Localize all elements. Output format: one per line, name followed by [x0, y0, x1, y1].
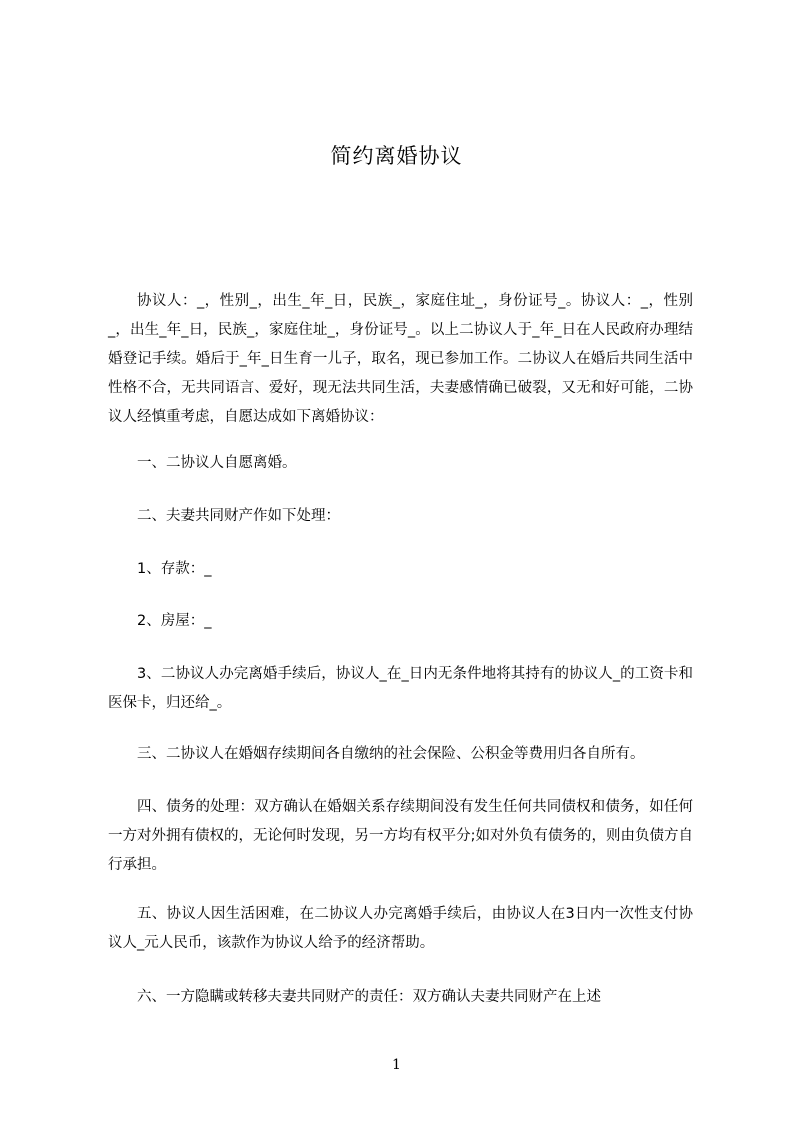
document-title: 简约离婚协议 [330, 144, 463, 168]
page-number: 1 [392, 1057, 401, 1073]
clause-3-paragraph: 三、二协议人在婚姻存续期间各自缴纳的社会保险、公积金等费用归各自所有。 [137, 746, 645, 762]
clause-2-paragraph: 二、夫妻共同财产作如下处理： [137, 508, 340, 524]
clause-5-paragraph: 五、协议人因生活困难，在二协议人办完离婚手续后，由协议人在3日内一次性支付协议人_元人民币，该款作为协议人给予的经济帮助。 [108, 906, 693, 951]
clause-2-item-1-paragraph: 1、存款：_ [137, 561, 212, 577]
clause-1-paragraph: 一、二协议人自愿离婚。 [137, 455, 297, 471]
clause-4-paragraph: 四、债务的处理：双方确认在婚姻关系存续期间没有发生任何共同债权和债务，如任何一方对外拥有债权的，无论何时发现，另一方均有权平分;如对外负有债务的，则由负债方自行承担。 [108, 799, 693, 873]
clause-2-item-2-paragraph: 2、房屋：_ [137, 613, 212, 629]
clause-6-paragraph: 六、一方隐瞒或转移夫妻共同财产的责任：双方确认夫妻共同财产在上述 [137, 989, 601, 1005]
intro-paragraph: 协议人：_，性别_，出生_年_日，民族_，家庭住址_，身份证号_。协议人：_，性别_，出生_年_日，民族_，家庭住址_，身份证号_。以上二协议人于_年_日在人民政府办理结婚登记手续。婚后于_年_日生育一儿子，取名，现已参加工作。二协议人在婚后共同生活中性格不合，无共同语言、爱好，现无法共同生活，夫妻感情确已破裂，又无和好可能，二协议人经慎重考虑，自愿达成如下离婚协议： [108, 293, 693, 425]
clause-2-item-3-paragraph: 3、二协议人办完离婚手续后，协议人_在_日内无条件地将其持有的协议人_的工资卡和医保卡，归还给_。 [108, 666, 693, 711]
